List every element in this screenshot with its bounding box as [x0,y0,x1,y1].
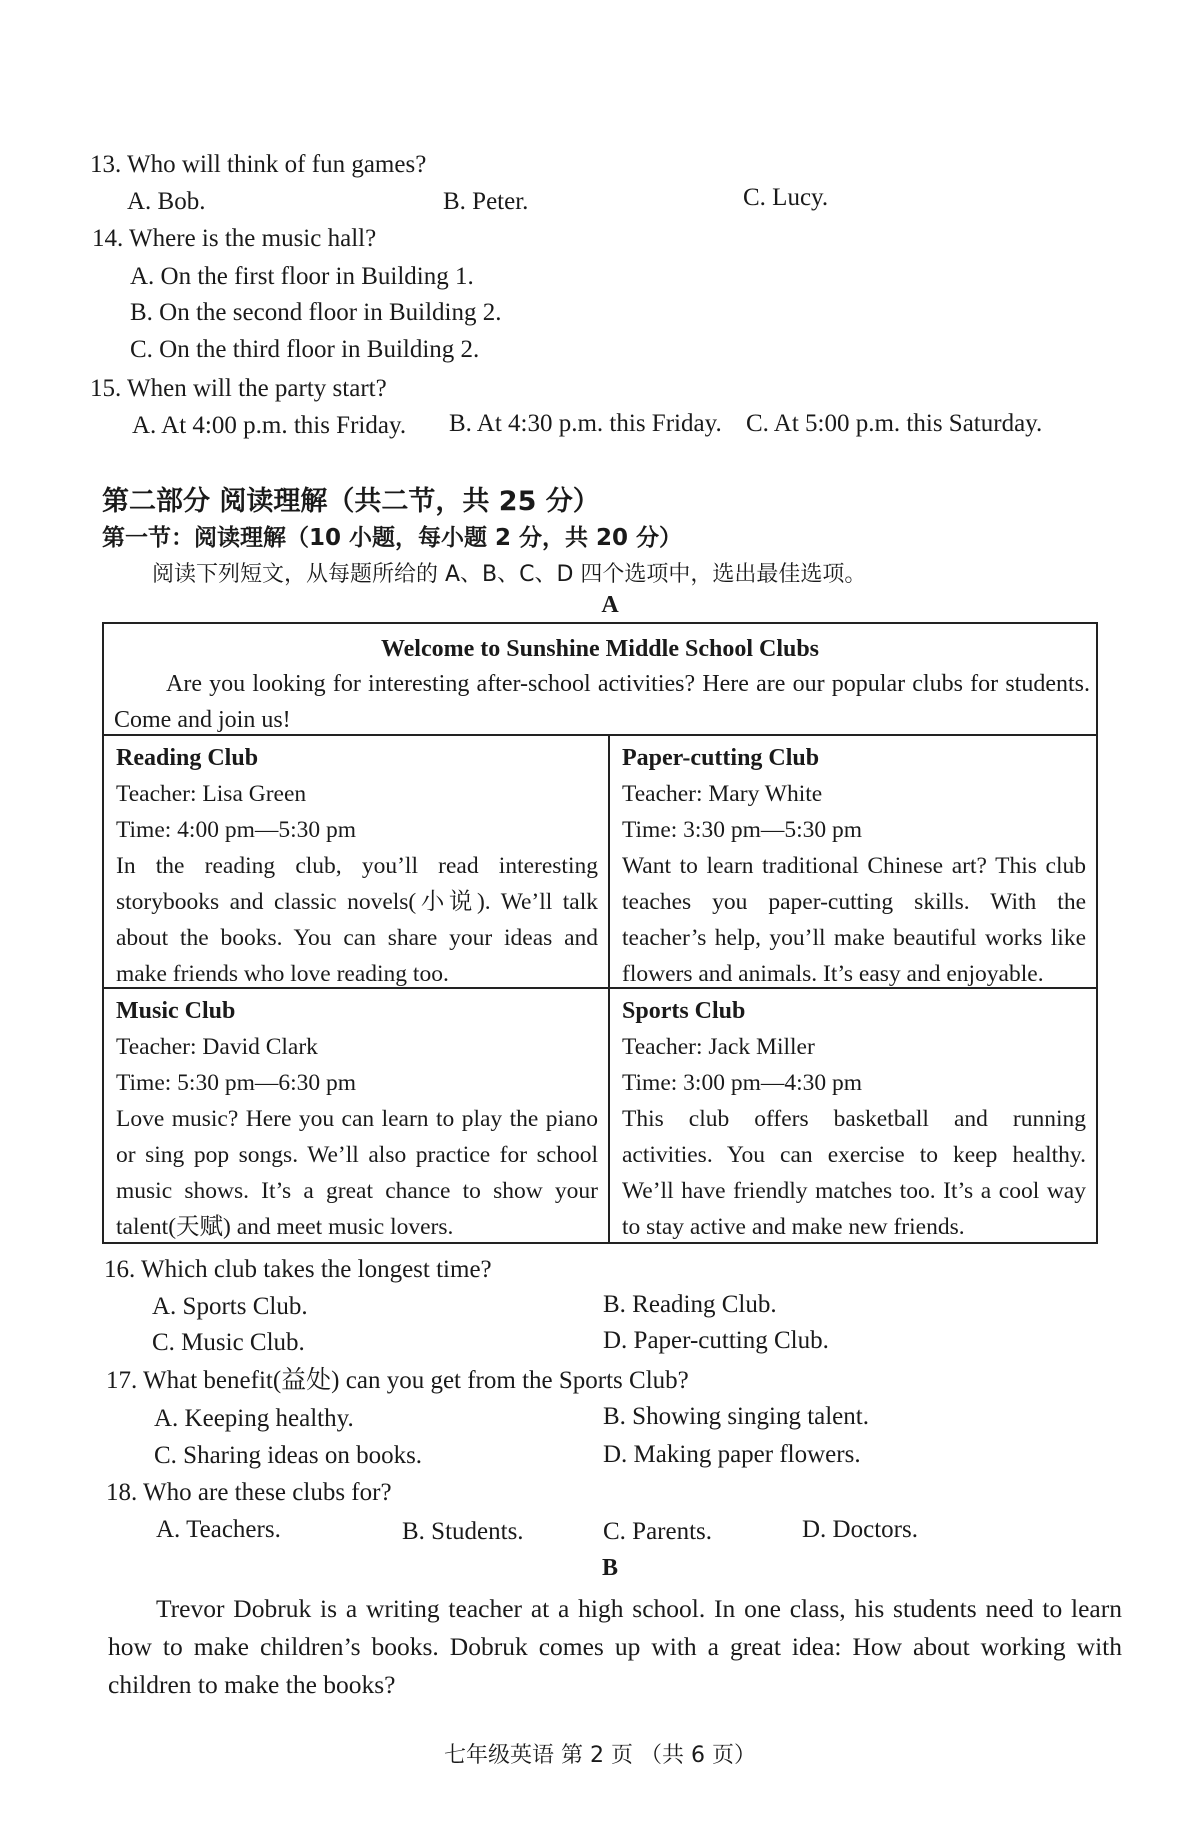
q18-option-c: C. Parents. [603,1518,713,1545]
club-cell-reading [104,736,610,989]
passage-a-letter: A [601,592,619,618]
q15-option-a: A. At 4:00 p.m. this Friday. [132,412,407,439]
question-13: 13. Who will think of fun games? [90,151,427,178]
q13-option-c: C. Lucy. [743,184,829,211]
q14-option-b: B. On the second floor in Building 2. [130,299,502,326]
club-description: This club offers basketball and running activities. You can exercise to keep healthy. We’ll have friendly matches too. It’s a cool way to stay active and make new friends. [622,1106,1086,1240]
question-14: 14. Where is the music hall? [92,225,377,252]
club-name: Paper-cutting Club [622,745,820,771]
q17-option-a: A. Keeping healthy. [154,1405,354,1432]
club-table [102,622,1098,1244]
q17-option-d: D. Making paper flowers. [603,1441,861,1468]
club-description: Love music? Here you can learn to play the piano or sing pop songs. We’ll also practice for school music shows. It’s a great chance to show your talent(天赋) and meet music lovers. [116,1106,598,1240]
q16-option-c: C. Music Club. [152,1329,305,1356]
club-name: Sports Club [622,998,746,1024]
question-15: 15. When will the party start? [90,375,387,402]
q17-option-b: B. Showing singing talent. [603,1403,869,1430]
q13-option-a: A. Bob. [127,188,206,215]
q15-option-b: B. At 4:30 p.m. this Friday. [449,410,722,437]
question-16: 16. Which club takes the longest time? [104,1256,492,1283]
passage-b-text: Trevor Dobruk is a writing teacher at a high school. In one class, his students need to learn how to make children’s books. Dobruk comes up with a great idea: How about working with children to make the books? [108,1594,1122,1699]
club-cell-paper-cutting [610,736,1096,989]
q16-option-d: D. Paper-cutting Club. [603,1327,829,1354]
club-teacher: Teacher: Jack Miller [622,1034,815,1060]
club-description: In the reading club, you’ll read interesting storybooks and classic novels(小说). We’ll talk about the books. You can share your ideas and make friends who love reading too. [116,853,598,987]
q18-option-d: D. Doctors. [802,1516,918,1543]
club-description: Want to learn traditional Chinese art? This club teaches you paper-cutting skills. With the teacher’s help, you’ll make beautiful works like flowers and animals. It’s easy and enjoyable. [622,853,1086,987]
club-table-intro: Are you looking for interesting after-school activities? Here are our popular clubs for students. Come and join us! [114,671,1090,733]
club-table-title: Welcome to Sunshine Middle School Clubs [380,636,820,662]
q18-option-a: A. Teachers. [156,1516,281,1543]
passage-b-letter: B [601,1555,618,1581]
q14-option-c: C. On the third floor in Building 2. [130,336,480,363]
q16-option-b: B. Reading Club. [603,1291,777,1318]
q15-option-c: C. At 5:00 p.m. this Saturday. [746,410,1043,437]
club-time: Time: 3:30 pm—5:30 pm [622,817,863,843]
club-time: Time: 4:00 pm—5:30 pm [116,817,357,843]
part2-title: 第二部分 阅读理解（共二节，共 25 分） [102,486,600,517]
q13-option-b: B. Peter. [443,188,529,215]
question-18: 18. Who are these clubs for? [106,1479,392,1506]
q14-option-a: A. On the first floor in Building 1. [130,263,474,290]
club-cell-music [104,989,610,1242]
club-cell-sports [610,989,1096,1242]
club-teacher: Teacher: Mary White [622,781,823,807]
instruction: 阅读下列短文，从每题所给的 A、B、C、D 四个选项中，选出最佳选项。 [152,562,867,587]
q18-option-b: B. Students. [402,1518,524,1545]
club-time: Time: 5:30 pm—6:30 pm [116,1070,357,1096]
q17-option-c: C. Sharing ideas on books. [154,1442,423,1469]
question-17: 17. What benefit(益处) can you get from the Sports Club? [106,1367,689,1394]
club-teacher: Teacher: David Clark [116,1034,318,1060]
section1-title: 第一节：阅读理解（10 小题，每小题 2 分，共 20 分） [102,525,683,551]
club-time: Time: 3:00 pm—4:30 pm [622,1070,863,1096]
club-name: Reading Club [116,745,259,771]
club-teacher: Teacher: Lisa Green [116,781,307,807]
club-name: Music Club [116,998,236,1024]
page-footer: 七年级英语 第 2 页 （共 6 页） [444,1743,756,1768]
club-table-header [104,624,1096,736]
q16-option-a: A. Sports Club. [152,1293,308,1320]
